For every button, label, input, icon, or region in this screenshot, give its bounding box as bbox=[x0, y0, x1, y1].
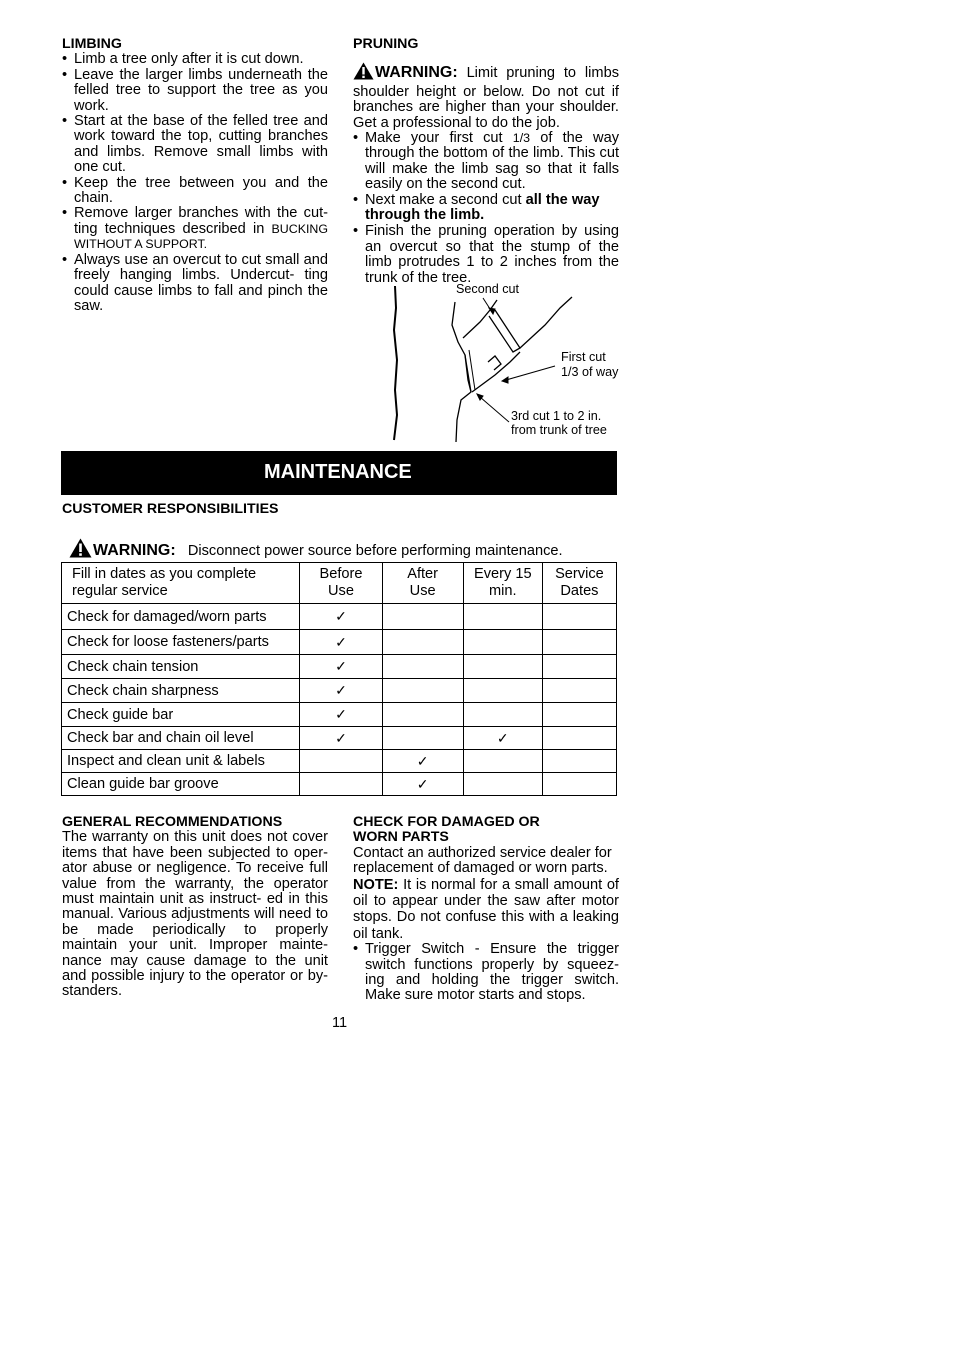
check-parts-note bbox=[353, 877, 619, 943]
checkmark-icon: ✓ bbox=[335, 633, 347, 650]
checkmark-icon: ✓ bbox=[335, 682, 347, 698]
table-row bbox=[62, 727, 617, 750]
schedule-cell bbox=[300, 679, 382, 703]
table-row bbox=[62, 679, 617, 703]
note-text: It is normal for a small amount of oil to appear under the saw after motor stops. Do not confuse this with a leaking oil tank. bbox=[353, 876, 619, 942]
limbing-bullet: • Limb a tree only after it is cut down. bbox=[62, 52, 328, 67]
schedule-cell bbox=[463, 773, 542, 796]
check-parts-heading: WORN PARTS bbox=[353, 829, 449, 846]
pruning-bullet-text: Next make a second cut bbox=[365, 191, 522, 208]
pruning-heading: PRUNING bbox=[353, 36, 419, 52]
task-cell: Inspect and clean unit & labels bbox=[62, 750, 300, 773]
first-cut-notch bbox=[488, 356, 501, 370]
schedule-cell bbox=[542, 703, 616, 727]
table-row bbox=[62, 604, 617, 630]
table-row bbox=[62, 750, 617, 773]
schedule-cell bbox=[300, 655, 382, 679]
maintenance-title: MAINTENANCE bbox=[264, 461, 412, 483]
schedule-cell bbox=[382, 604, 463, 630]
pruning-warning bbox=[353, 62, 619, 131]
schedule-cell bbox=[542, 750, 616, 773]
check-parts-list bbox=[353, 942, 619, 1004]
second-cut-label: Second cut bbox=[456, 282, 520, 296]
table-header-row bbox=[62, 563, 617, 604]
note-label: NOTE: bbox=[353, 876, 399, 893]
table-row bbox=[62, 703, 617, 727]
schedule-cell bbox=[542, 773, 616, 796]
pruning-list bbox=[353, 131, 619, 286]
table-header-before-use: Before Use bbox=[300, 563, 382, 604]
check-parts-text: Contact an authorized service dealer for replacement of damaged or worn parts. bbox=[353, 844, 612, 877]
pruning-bullet-bold: all the way through the limb. bbox=[365, 191, 600, 224]
maintenance-warning-label: WARNING: bbox=[93, 542, 176, 559]
task-cell: Check chain tension bbox=[62, 655, 300, 679]
schedule-cell bbox=[542, 630, 616, 655]
schedule-cell bbox=[382, 630, 463, 655]
schedule-cell bbox=[542, 604, 616, 630]
task-cell: Check for loose fasteners/parts bbox=[62, 630, 300, 655]
schedule-cell bbox=[463, 630, 542, 655]
pruning-bullet bbox=[353, 131, 619, 193]
pruning-section bbox=[353, 37, 619, 286]
maintenance-warning bbox=[69, 538, 563, 562]
table-header-task: Fill in dates as you complete regular service bbox=[62, 563, 300, 604]
third-cut-label: 3rd cut 1 to 2 in. bbox=[511, 409, 602, 423]
limb-lower-edge bbox=[520, 297, 572, 348]
first-cut-label: First cut bbox=[561, 350, 606, 364]
fraction-one-third: 1/3 bbox=[512, 131, 531, 146]
schedule-cell bbox=[300, 630, 382, 655]
schedule-cell bbox=[382, 773, 463, 796]
table-body bbox=[62, 604, 617, 796]
schedule-cell bbox=[463, 679, 542, 703]
page-number: 11 bbox=[332, 1015, 348, 1031]
schedule-cell bbox=[300, 727, 382, 750]
table-header-service-dates: Service Dates bbox=[542, 563, 616, 604]
limbing-section bbox=[62, 37, 328, 314]
checkmark-icon: ✓ bbox=[335, 608, 347, 624]
trunk-outline bbox=[394, 286, 397, 440]
checkmark-icon: ✓ bbox=[416, 752, 429, 769]
schedule-cell bbox=[382, 679, 463, 703]
task-cell: Check bar and chain oil level bbox=[62, 727, 300, 750]
task-cell: Check for damaged/worn parts bbox=[62, 604, 300, 630]
general-recommendations-text: The warranty on this unit does not cover items that have been subjected to oper- ator abuse or negligence. To receive full value from the warranty, the operator must maintain unit as instruct- ed in this manual. Various adjustments will need to be made periodically to properly maintain your unit. Improper mainte- nance may cause damage to the unit and possible injury to the operator or by- standers. bbox=[62, 829, 328, 1000]
limb-upper-edge bbox=[463, 300, 497, 338]
checkmark-icon: ✓ bbox=[496, 729, 509, 746]
table-row bbox=[62, 630, 617, 655]
schedule-cell bbox=[300, 750, 382, 773]
general-recommendations-heading: GENERAL RECOMMENDATIONS bbox=[62, 814, 283, 830]
checkmark-icon: ✓ bbox=[335, 658, 347, 674]
limbing-bullet-text: Remove larger branches with the cut- ting techniques described in bbox=[74, 205, 328, 237]
schedule-cell bbox=[382, 750, 463, 773]
first-cut-label: 1/3 of way bbox=[561, 365, 619, 379]
limbing-bullet: • Leave the larger limbs underneath the felled tree to support the tree as you work. bbox=[62, 68, 328, 114]
schedule-cell bbox=[382, 655, 463, 679]
second-cut-mark bbox=[489, 310, 520, 352]
trigger-switch-bullet: • Trigger Switch - Ensure the trigger switch functions properly by squeez- ing and holding the trigger switch. Make sure motor starts and stops. bbox=[353, 942, 619, 1004]
schedule-cell bbox=[542, 679, 616, 703]
limbing-bullet: • Always use an overcut to cut small and freely hanging limbs. Undercut- ting could cause limbs to fall and pinch the saw. bbox=[62, 253, 328, 315]
schedule-cell bbox=[300, 773, 382, 796]
pruning-warning-text: Limit pruning to limbs shoulder height or below. Do not cut if branches are higher than your shoulder. Get a professional to do the job. bbox=[353, 65, 619, 131]
table-header-every-15: Every 15 min. bbox=[463, 563, 542, 604]
pruning-bullet bbox=[353, 193, 619, 224]
limbing-bullet: • Start at the base of the felled tree and work toward the top, cutting branches and limbs. Remove small limbs with one cut. bbox=[62, 114, 328, 176]
maintenance-schedule-table bbox=[61, 562, 617, 796]
checkmark-icon: ✓ bbox=[335, 729, 347, 746]
pruning-warning-label: WARNING: bbox=[375, 64, 458, 82]
pruning-diagram bbox=[385, 280, 635, 445]
task-cell: Check chain sharpness bbox=[62, 679, 300, 703]
limbing-bullet: • Keep the tree between you and the chain. bbox=[62, 176, 328, 207]
maintenance-banner bbox=[61, 451, 617, 495]
warning-triangle-icon bbox=[353, 62, 374, 84]
schedule-cell bbox=[542, 655, 616, 679]
checkmark-icon: ✓ bbox=[335, 706, 347, 722]
schedule-cell bbox=[463, 655, 542, 679]
table-row bbox=[62, 655, 617, 679]
limbing-bullet bbox=[62, 206, 328, 252]
task-cell: Check guide bar bbox=[62, 703, 300, 727]
checkmark-icon: ✓ bbox=[416, 775, 429, 792]
schedule-cell bbox=[463, 604, 542, 630]
table-header-after-use: After Use bbox=[382, 563, 463, 604]
schedule-cell bbox=[542, 727, 616, 750]
schedule-cell bbox=[382, 703, 463, 727]
warning-triangle-icon bbox=[69, 538, 92, 562]
schedule-cell bbox=[300, 604, 382, 630]
customer-responsibilities-heading: CUSTOMER RESPONSIBILITIES bbox=[62, 501, 279, 517]
pruning-bullet-text: of the way through the bottom of the limb. This cut will make the limb sag so that it falls easily on the second cut. bbox=[365, 130, 619, 193]
schedule-cell bbox=[463, 750, 542, 773]
third-cut-label: from trunk of tree bbox=[511, 423, 607, 437]
check-parts-heading: CHECK FOR DAMAGED OR bbox=[353, 814, 540, 830]
pruning-bullet-text: Make your first cut bbox=[365, 130, 503, 147]
task-cell: Clean guide bar groove bbox=[62, 773, 300, 796]
schedule-cell bbox=[382, 727, 463, 750]
check-parts-section bbox=[353, 815, 619, 1004]
limbing-list bbox=[62, 52, 328, 314]
bucking-reference: BUCKING WITHOUT A SUPPORT. bbox=[74, 221, 329, 252]
schedule-cell bbox=[463, 703, 542, 727]
schedule-cell bbox=[463, 727, 542, 750]
limbing-heading: LIMBING bbox=[62, 36, 122, 52]
table-row bbox=[62, 773, 617, 796]
pruning-bullet: • Finish the pruning operation by using an overcut so that the stump of the limb protrudes 1 to 2 inches from the trunk of the tree. bbox=[353, 224, 619, 286]
maintenance-warning-text: Disconnect power source before performing maintenance. bbox=[187, 543, 563, 559]
schedule-cell bbox=[300, 703, 382, 727]
general-recommendations-section bbox=[62, 815, 328, 1000]
